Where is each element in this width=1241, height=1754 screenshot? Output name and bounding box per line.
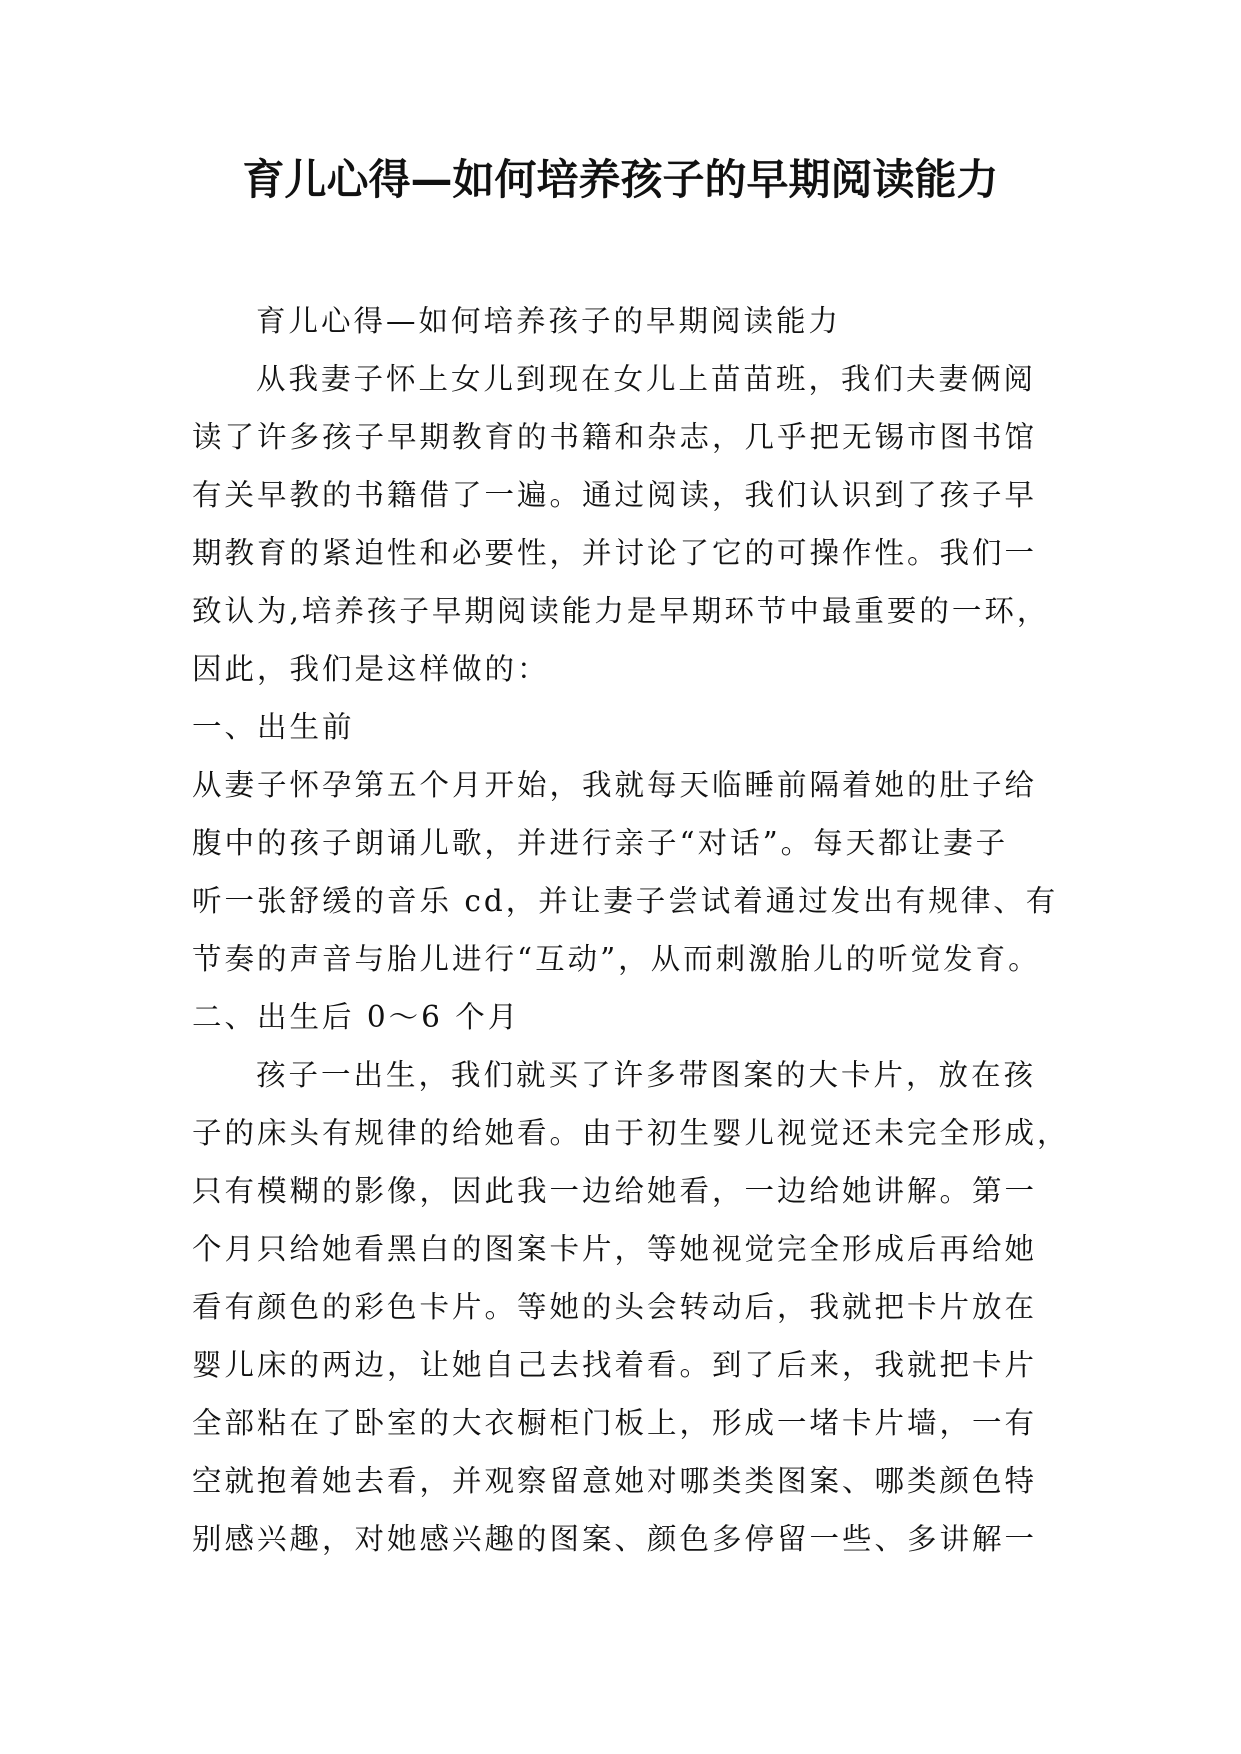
text-line: 全部粘在了卧室的大衣橱柜门板上，形成一堵卡片墙，一有 — [192, 1406, 1038, 1440]
text-line: 个月只给她看黑白的图案卡片，等她视觉完全形成后再给她 — [192, 1232, 1038, 1266]
text-line: 子的床头有规律的给她看。由于初生婴儿视觉还未完全形成， — [192, 1116, 1070, 1150]
document-body — [192, 292, 1070, 1568]
text-line: 二、出生后 0～6 个月 — [192, 1000, 521, 1034]
text-line: 别感兴趣，对她感兴趣的图案、颜色多停留一些、多讲解一 — [192, 1522, 1038, 1556]
text-line: 一、出生前 — [192, 710, 355, 744]
text-line: 育儿心得—如何培养孩子的早期阅读能力 — [256, 304, 842, 338]
text-line: 致认为,培养孩子早期阅读能力是早期环节中最重要的一环， — [192, 594, 1050, 628]
text-line: 只有模糊的影像，因此我一边给她看，一边给她讲解。第一 — [192, 1174, 1038, 1208]
text-line: 节奏的声音与胎儿进行“互动”，从而刺激胎儿的听觉发育。 — [192, 942, 1041, 976]
text-line: 空就抱着她去看，并观察留意她对哪类类图案、哪类颜色特 — [192, 1464, 1038, 1498]
text-line: 从妻子怀孕第五个月开始，我就每天临睡前隔着她的肚子给 — [192, 768, 1038, 802]
text-line: 孩子一出生，我们就买了许多带图案的大卡片，放在孩 — [256, 1058, 1037, 1092]
text-line: 看有颜色的彩色卡片。等她的头会转动后，我就把卡片放在 — [192, 1290, 1038, 1324]
text-line: 期教育的紧迫性和必要性，并讨论了它的可操作性。我们一 — [192, 536, 1038, 570]
text-line: 因此，我们是这样做的： — [192, 652, 550, 686]
text-line: 从我妻子怀上女儿到现在女儿上苗苗班，我们夫妻俩阅 — [256, 362, 1037, 396]
text-line: 有关早教的书籍借了一遍。通过阅读，我们认识到了孩子早 — [192, 478, 1038, 512]
text-line: 听一张舒缓的音乐 cd，并让妻子尝试着通过发出有规律、有 — [192, 884, 1059, 918]
text-line: 读了许多孩子早期教育的书籍和杂志，几乎把无锡市图书馆 — [192, 420, 1038, 454]
text-line: 腹中的孩子朗诵儿歌，并进行亲子“对话”。每天都让妻子 — [192, 826, 1009, 860]
document-title: 育儿心得—如何培养孩子的早期阅读能力 — [242, 155, 999, 204]
text-line: 婴儿床的两边，让她自己去找着看。到了后来，我就把卡片 — [192, 1348, 1038, 1382]
